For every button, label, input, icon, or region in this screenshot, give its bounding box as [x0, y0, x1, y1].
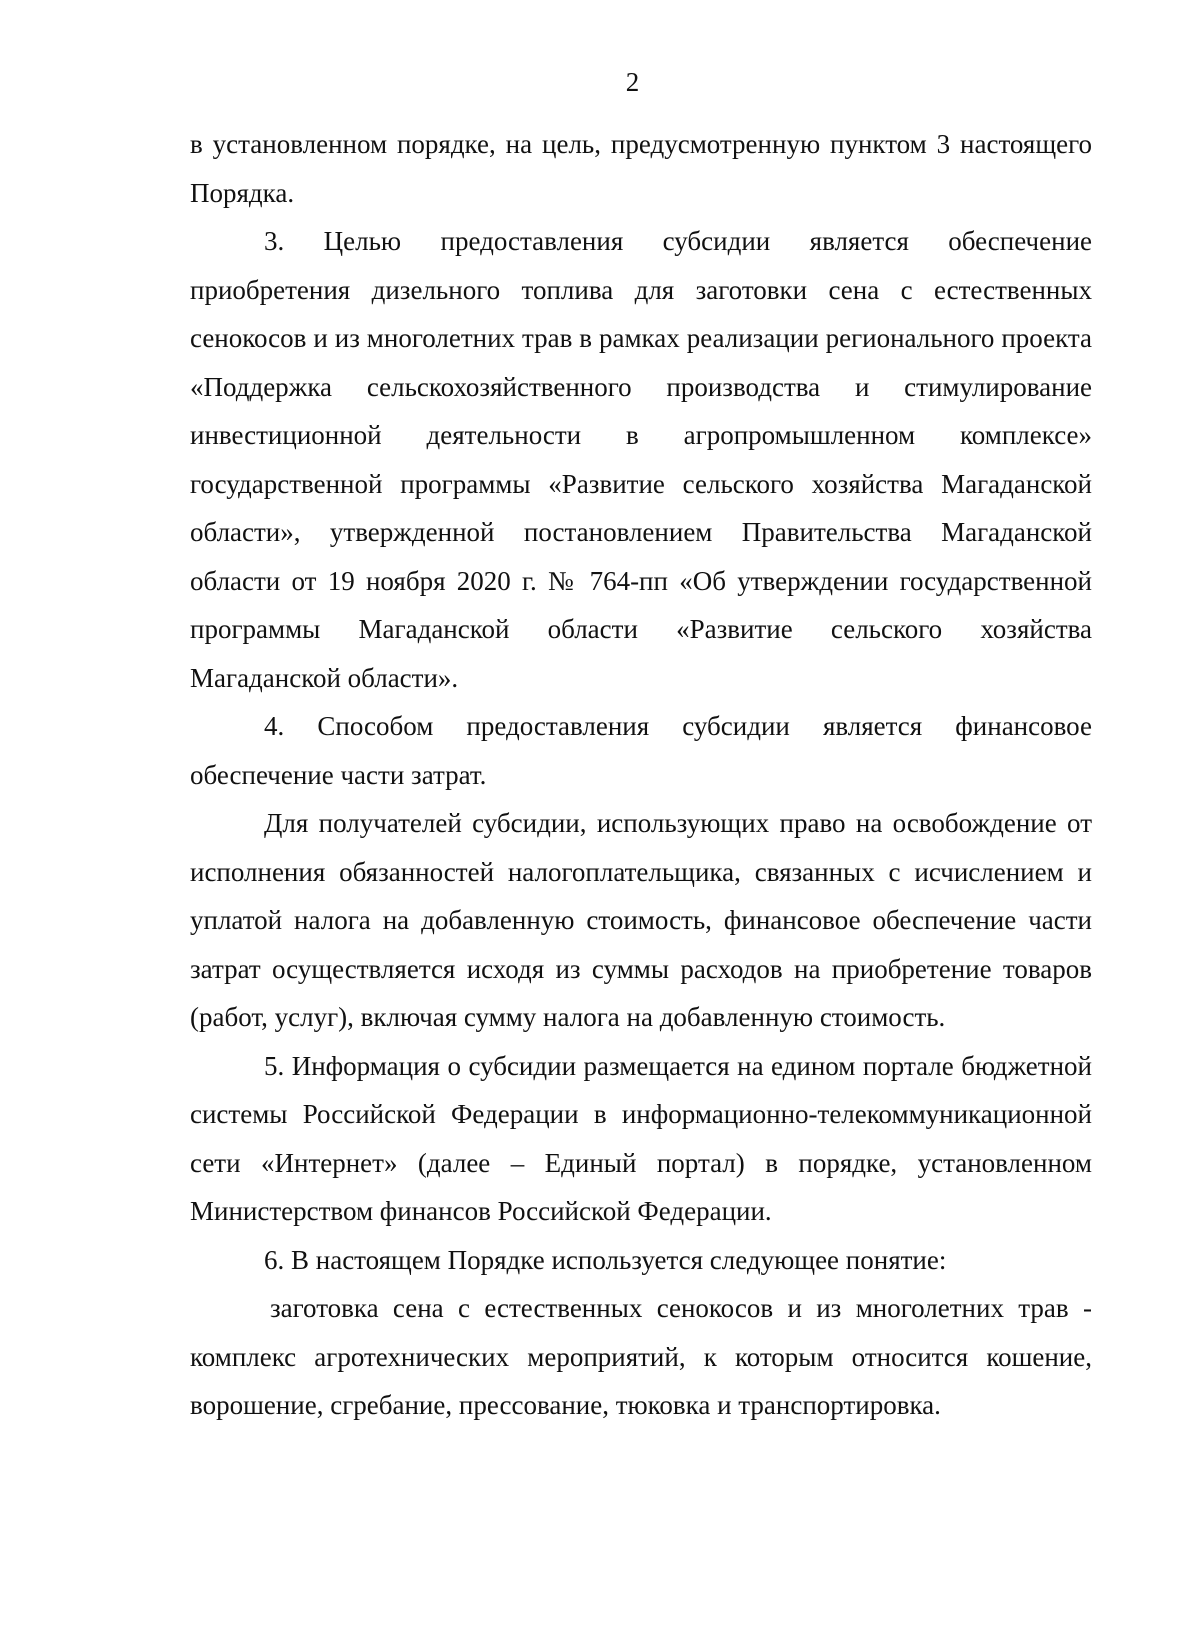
page-number: 2 — [625, 67, 640, 97]
paragraph-6-definitions: 6. В настоящем Порядке используется следующее понятие: — [264, 1244, 947, 1275]
paragraph-continuation: в установленном порядке, на цель, предусмотренную пунктом 3 настоящего Порядка. — [190, 129, 1092, 208]
paragraph-4-method: 4. Способом предоставления субсидии является финансовое обеспечение части затрат. — [190, 711, 1092, 790]
document-body — [190, 120, 1092, 1430]
paragraph-hay-definition: заготовка сена с естественных сенокосов и из многолетних трав - комплекс агротехнических мероприятий, к которым относится кошение, ворошение, сгребание, прессование, тюковка и транспортировка. — [190, 1293, 1092, 1420]
paragraph-5-information: 5. Информация о субсидии размещается на едином портале бюджетной системы Российской Федерации в информационно-телекоммуникационной сети «Интернет» (далее – Единый портал) в порядке, установленном Министерством финансов Российской Федерации. — [190, 1050, 1092, 1226]
paragraph-3-purpose: 3. Целью предоставления субсидии является обеспечение приобретения дизельного топлива для заготовки сена с естественных сенокосов и из многолетних трав в рамках реализации регионального проекта «Поддержка сельскохозяйственного производства и стимулирование инвестиционной деятельности в агропромышленном комплексе» государственной программы «Развитие сельского хозяйства Магаданской области», утвержденной постановлением Правительства Магаданской области от 19 ноября 2020 г. № 764-пп «Об утверждении государственной программы Магаданской области «Развитие сельского хозяйства Магаданской области». — [190, 226, 1092, 693]
paragraph-vat-exemption: Для получателей субсидии, использующих право на освобождение от исполнения обязанностей налогоплательщика, связанных с исчислением и уплатой налога на добавленную стоимость, финансовое обеспечение части затрат осуществляется исходя из суммы расходов на приобретение товаров (работ, услуг), включая сумму налога на добавленную стоимость. — [190, 808, 1092, 1032]
